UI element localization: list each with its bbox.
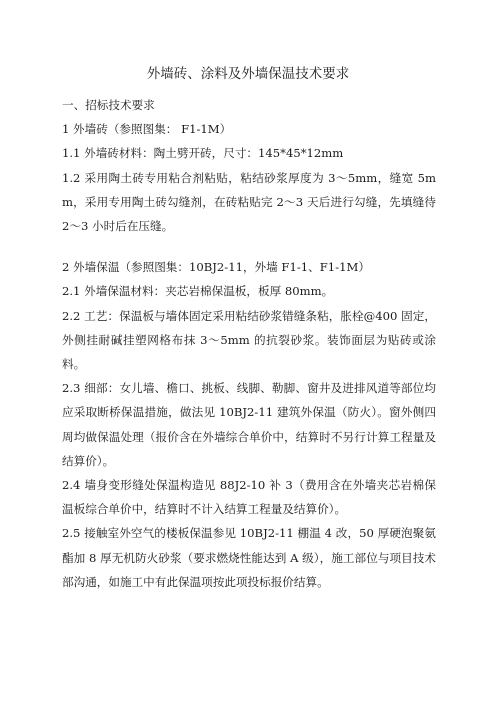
- paragraph: 2.5 接触室外空气的楼板保温参见 10BJ2-11 棚温 4 改，50 厚硬泡聚氨酯加 8 厚无机防火砂浆（要求燃烧性能达到 A 级），施工部位与项目技术部沟通，如施工中有此保温项按此项投标报价结算。: [62, 526, 436, 589]
- paragraph: 2.4 墙身变形缝处保温构造见 88J2-10 补 3（费用含在外墙夹芯岩棉保温板综合单价中，结算时不计入结算工程量及结算价）。: [62, 478, 436, 517]
- paragraph: 2.1 外墙保温材料：夹芯岩棉保温板，板厚 80mm。: [62, 284, 334, 299]
- document-body: [62, 93, 436, 594]
- subsection-heading: 1 外墙砖（参照图集： F1-1M）: [62, 122, 232, 137]
- subsection-heading: 2 外墙保温（参照图集：10BJ2-11，外墙 F1-1、F1-1M）: [62, 260, 370, 275]
- paragraph: 1.2 采用陶土砖专用粘合剂粘贴，粘结砂浆厚度为 3～5mm，缝宽 5mm，采用专用陶土砖勾缝剂，在砖粘贴完 2～3 天后进行勾缝，先填缝待 2～3 小时后在压缝。: [62, 170, 436, 234]
- paragraph: 2.3 细部：女儿墙、檐口、挑板、线脚、勒脚、窗井及进排风道等部位均应采取断桥保温措施，做法见 10BJ2-11 建筑外保温（防火）。窗外侧四周均做保温处理（报价含在外墙综合单价中，结算时不另行计算工程量及结算价）。: [62, 381, 436, 468]
- section-heading: 一、招标技术要求: [62, 98, 155, 112]
- paragraph: 2.2 工艺：保温板与墙体固定采用粘结砂浆错缝条粘，胀栓@400 固定，外侧挂耐碱挂塑网格布抹 3～5mm 的抗裂砂浆。装饰面层为贴砖或涂料。: [62, 308, 436, 372]
- document-title: 外墙砖、涂料及外墙保温技术要求: [146, 66, 350, 82]
- paragraph: 1.1 外墙砖材料：陶土劈开砖，尺寸：145*45*12mm: [62, 146, 344, 161]
